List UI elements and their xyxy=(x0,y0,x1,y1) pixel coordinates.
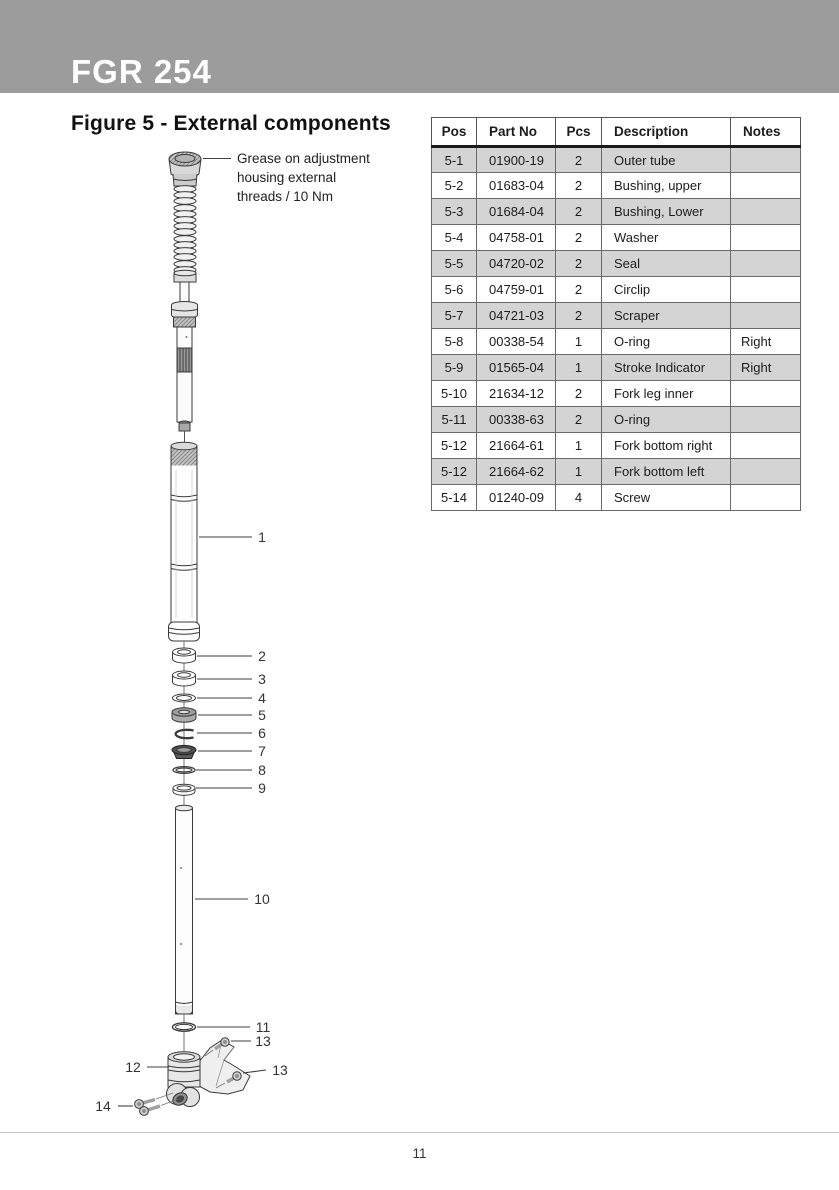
cell-pos: 5-9 xyxy=(432,355,477,381)
table-row xyxy=(432,199,801,225)
cell-description: O-ring xyxy=(602,407,731,433)
cell-pcs: 1 xyxy=(556,433,602,459)
circlip-part xyxy=(176,730,194,738)
header-row xyxy=(432,118,801,147)
cell-description: O-ring xyxy=(602,329,731,355)
table-row xyxy=(432,433,801,459)
table-row xyxy=(432,147,801,173)
table-row xyxy=(432,329,801,355)
cell-pos: 5-5 xyxy=(432,251,477,277)
cell-description: Fork bottom right xyxy=(602,433,731,459)
cell-pcs: 2 xyxy=(556,407,602,433)
callout-14: 14 xyxy=(95,1098,111,1114)
cell-part-no: 04720-02 xyxy=(477,251,556,277)
cell-pcs: 1 xyxy=(556,459,602,485)
callout-1: 1 xyxy=(258,529,266,545)
table-row xyxy=(432,381,801,407)
callout-12: 12 xyxy=(125,1059,141,1075)
callout-13a: 13 xyxy=(255,1033,271,1049)
table-row xyxy=(432,407,801,433)
cell-notes xyxy=(731,173,801,199)
cell-pcs: 1 xyxy=(556,329,602,355)
cell-part-no: 04759-01 xyxy=(477,277,556,303)
cell-notes xyxy=(731,225,801,251)
cell-part-no: 21664-61 xyxy=(477,433,556,459)
cell-pos: 5-8 xyxy=(432,329,477,355)
cell-notes xyxy=(731,303,801,329)
cell-part-no: 01900-19 xyxy=(477,147,556,173)
cell-pos: 5-14 xyxy=(432,485,477,511)
bushing-lower-part xyxy=(173,671,196,686)
callout-9: 9 xyxy=(258,780,266,796)
cell-part-no: 04758-01 xyxy=(477,225,556,251)
cartridge-rod xyxy=(172,282,198,445)
cell-notes xyxy=(731,459,801,485)
callout-7: 7 xyxy=(258,743,266,759)
cell-pcs: 2 xyxy=(556,381,602,407)
table-row xyxy=(432,173,801,199)
table-row xyxy=(432,303,801,329)
cell-pos: 5-11 xyxy=(432,407,477,433)
cell-pos: 5-1 xyxy=(432,147,477,173)
cell-notes: Right xyxy=(731,355,801,381)
parts-table-body xyxy=(432,147,801,511)
cell-pos: 5-12 xyxy=(432,433,477,459)
table-row xyxy=(432,251,801,277)
cell-pos: 5-3 xyxy=(432,199,477,225)
callout-5: 5 xyxy=(258,707,266,723)
cell-pcs: 2 xyxy=(556,173,602,199)
cell-pos: 5-6 xyxy=(432,277,477,303)
footer-rule xyxy=(0,1132,839,1133)
annotation-line: Grease on adjustment xyxy=(237,151,370,166)
cell-pos: 5-12 xyxy=(432,459,477,485)
o-ring-lower-part xyxy=(173,1023,196,1031)
cell-description: Screw xyxy=(602,485,731,511)
cell-pos: 5-2 xyxy=(432,173,477,199)
cell-part-no: 01240-09 xyxy=(477,485,556,511)
parts-table-header xyxy=(432,118,801,147)
cell-part-no: 21634-12 xyxy=(477,381,556,407)
cell-description: Scraper xyxy=(602,303,731,329)
cell-pcs: 2 xyxy=(556,251,602,277)
cell-description: Stroke Indicator xyxy=(602,355,731,381)
cell-description: Bushing, upper xyxy=(602,173,731,199)
stroke-indicator-part xyxy=(173,784,195,795)
table-row xyxy=(432,355,801,381)
table-row xyxy=(432,277,801,303)
table-row xyxy=(432,225,801,251)
cell-description: Seal xyxy=(602,251,731,277)
cell-description: Circlip xyxy=(602,277,731,303)
cell-description: Fork leg inner xyxy=(602,381,731,407)
callout-13b: 13 xyxy=(272,1062,288,1078)
col-header-pcs: Pcs xyxy=(556,118,602,147)
callout-10: 10 xyxy=(254,891,270,907)
cell-description: Fork bottom left xyxy=(602,459,731,485)
cell-pcs: 2 xyxy=(556,277,602,303)
callout-2: 2 xyxy=(258,648,266,664)
cell-pos: 5-4 xyxy=(432,225,477,251)
cell-notes xyxy=(731,199,801,225)
seal-part xyxy=(172,708,196,722)
bushing-upper-part xyxy=(173,648,196,663)
cell-notes xyxy=(731,251,801,277)
scraper-part xyxy=(172,745,196,758)
cell-part-no: 21664-62 xyxy=(477,459,556,485)
exploded-fork-diagram xyxy=(60,140,330,1135)
callout-4: 4 xyxy=(258,690,266,706)
cell-pcs: 2 xyxy=(556,225,602,251)
callout-11: 11 xyxy=(255,1019,271,1035)
cell-notes xyxy=(731,485,801,511)
callout-8: 8 xyxy=(258,762,266,778)
page-number: 11 xyxy=(412,1146,427,1161)
cell-pcs: 2 xyxy=(556,147,602,173)
table-row xyxy=(432,459,801,485)
parts-table xyxy=(431,117,801,511)
cell-notes xyxy=(731,277,801,303)
cell-notes xyxy=(731,433,801,459)
cell-pos: 5-7 xyxy=(432,303,477,329)
cell-notes xyxy=(731,407,801,433)
cell-part-no: 01684-04 xyxy=(477,199,556,225)
callout-3: 3 xyxy=(258,671,266,687)
col-header-part-no: Part No xyxy=(477,118,556,147)
col-header-pos: Pos xyxy=(432,118,477,147)
col-header-description: Description xyxy=(602,118,731,147)
cell-pcs: 1 xyxy=(556,355,602,381)
cell-notes xyxy=(731,147,801,173)
cell-pos: 5-10 xyxy=(432,381,477,407)
cell-pcs: 2 xyxy=(556,303,602,329)
cell-part-no: 01565-04 xyxy=(477,355,556,381)
fork-parts-artwork xyxy=(118,152,266,1115)
cell-part-no: 04721-03 xyxy=(477,303,556,329)
cell-part-no: 01683-04 xyxy=(477,173,556,199)
washer-part xyxy=(173,694,196,702)
cell-description: Bushing, Lower xyxy=(602,199,731,225)
annotation-line: threads / 10 Nm xyxy=(237,189,334,204)
cell-description: Washer xyxy=(602,225,731,251)
cell-notes xyxy=(731,381,801,407)
annotation-line: housing external xyxy=(237,170,337,185)
cell-part-no: 00338-54 xyxy=(477,329,556,355)
col-header-notes: Notes xyxy=(731,118,801,147)
callout-6: 6 xyxy=(258,725,266,741)
cell-part-no: 00338-63 xyxy=(477,407,556,433)
cell-pcs: 4 xyxy=(556,485,602,511)
figure-title: Figure 5 - External components xyxy=(71,112,391,135)
cell-notes: Right xyxy=(731,329,801,355)
fork-leg-inner-part xyxy=(176,805,193,1014)
cell-description: Outer tube xyxy=(602,147,731,173)
document-title: FGR 254 xyxy=(71,53,212,90)
grease-annotation xyxy=(237,149,370,206)
adjuster-cap xyxy=(169,152,201,186)
table-row xyxy=(432,485,801,511)
cell-pcs: 2 xyxy=(556,199,602,225)
outer-tube-part xyxy=(169,442,200,641)
adjustment-threads xyxy=(174,186,196,282)
